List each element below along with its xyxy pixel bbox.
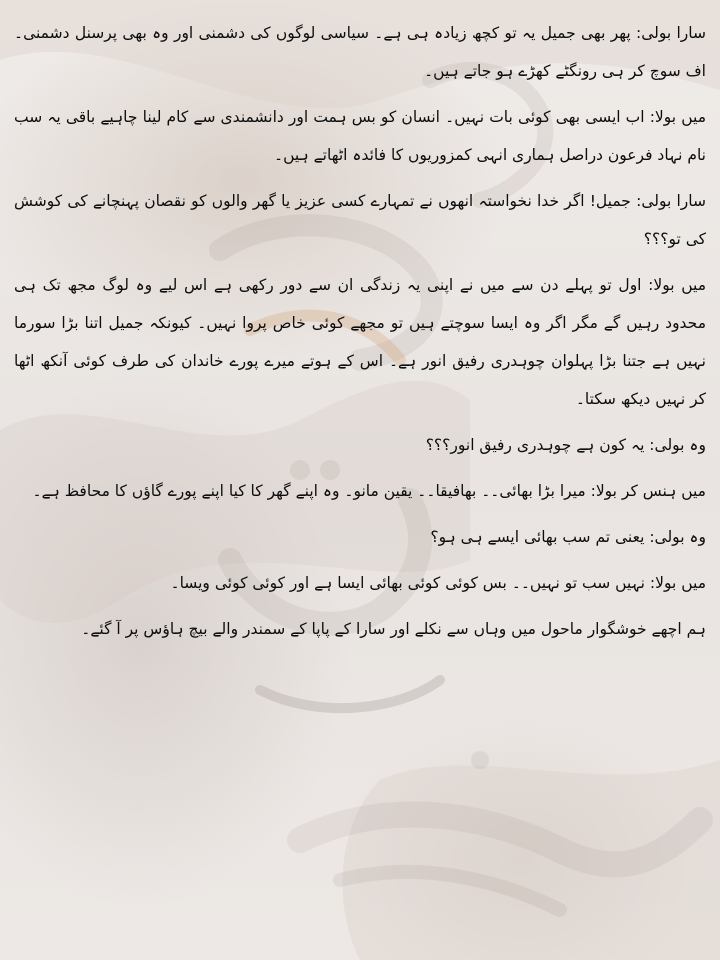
story-paragraph: سارا بولی: پھر بھی جمیل یہ تو کچھ زیادہ ہی ہے۔ سیاسی لوگوں کی دشمنی اور وہ بھی پرسنل دشمنی۔ اف سوچ کر ہی رونگٹے کھڑے ہو جاتے ہیں۔ [14, 24, 706, 80]
story-paragraph: ہم اچھے خوشگوار ماحول میں وہاں سے نکلے اور سارا کے پاپا کے سمندر والے بیچ ہاؤس پر آ گئے۔ [81, 620, 706, 638]
background-calligraphy-stroke [300, 815, 700, 865]
background-calligraphy-stroke [340, 872, 560, 910]
story-paragraph: میں ہنس کر بولا: میرا بڑا بھائی۔۔ بھافیقا۔۔ یقین مانو۔ وہ اپنے گھر کا کیا اپنے پورے گاؤں کا محافظ ہے۔ [32, 482, 706, 500]
story-text [14, 14, 706, 656]
background-calligraphy-stroke [260, 680, 440, 708]
story-paragraph: سارا بولی: جمیل! اگر خدا نخواستہ انھوں نے تمہارے کسی عزیز یا گھر والوں کو نقصان پہنچانے کی کوشش کی تو؟؟؟ [14, 192, 706, 248]
story-paragraph: وہ بولی: یہ کون ہے چوہدری رفیق انور؟؟؟ [425, 436, 706, 454]
story-paragraph: میں بولا: اول تو پہلے دن سے میں نے اپنی یہ زندگی ان سے دور رکھی ہے اس لیے وہ لوگ مجھ تک ہی محدود رہیں گے مگر اگر وہ ایسا سوچتے ہیں تو مجھے کوئی خاص پروا نہیں۔ کیونکہ جمیل اتنا بڑا سورما نہیں ہے جتنا بڑا پہلوان چوہدری رفیق انور ہے۔ اس کے ہوتے میرے پورے خاندان کی طرف کوئی آنکھ اٹھا کر نہیں دیکھ سکتا۔ [14, 276, 706, 408]
story-paragraph: وہ بولی: یعنی تم سب بھائی ایسے ہی ہو؟ [430, 528, 706, 546]
story-paragraph: میں بولا: اب ایسی بھی کوئی بات نہیں۔ انسان کو بس ہمت اور دانشمندی سے کام لینا چاہیے باقی یہ سب نام نہاد فرعون دراصل ہماری انہی کمزوریوں کا فائدہ اٹھاتے ہیں۔ [14, 108, 706, 164]
background-calligraphy-dot [471, 751, 489, 769]
background-fabric-shape [343, 760, 720, 960]
story-paragraph: میں بولا: نہیں سب تو نہیں۔۔ بس کوئی کوئی بھائی ایسا ہے اور کوئی کوئی ویسا۔ [170, 574, 706, 592]
